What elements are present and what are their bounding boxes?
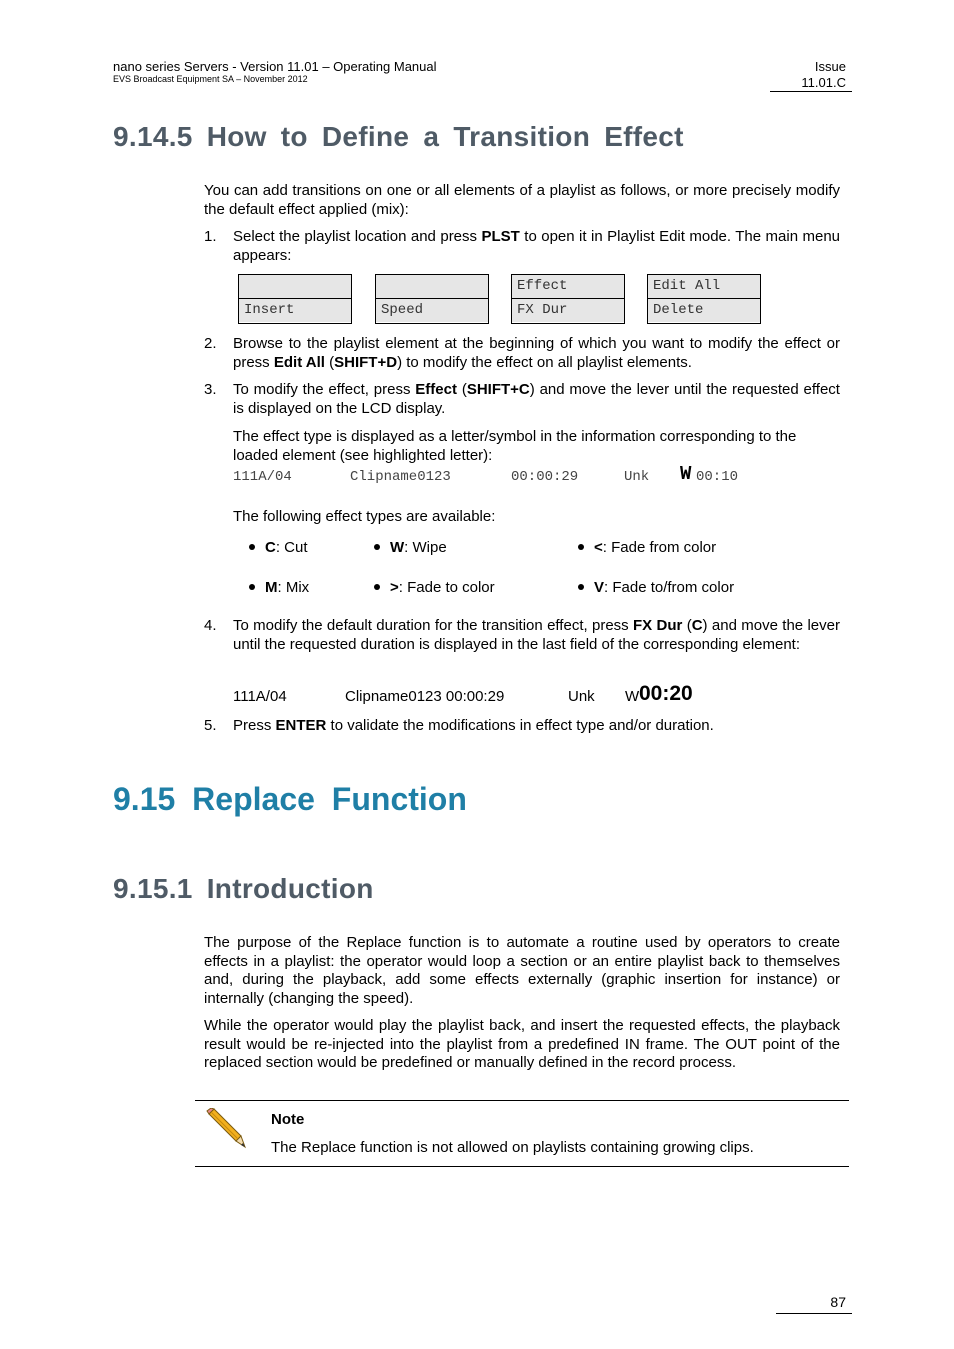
key-name: Effect (415, 381, 457, 398)
pencil-icon (205, 1108, 247, 1155)
key-name: ENTER (275, 717, 327, 734)
step-2-text (233, 335, 840, 372)
bullet-dot (249, 544, 255, 550)
step-number: 5. (204, 717, 217, 734)
effect-desc: : Fade to/from color (604, 579, 735, 596)
effect-bullet (374, 579, 495, 597)
replace-paragraph-1: The purpose of the Replace function is to automate a routine used by operators to create effects in a playlist: the operator would loop a section or an entire playlist back to themselves and, during the playback, add some effects externally (graphic insertion for instance) or internally (changing the speed). (204, 934, 840, 1007)
page-number: 87 (830, 1294, 846, 1310)
lcd2-duration-highlighted: 00:20 (639, 682, 693, 705)
lcd-duration: 00:10 (696, 469, 739, 485)
lcd-cell-top: Effect (512, 275, 624, 298)
step-text: ) and move the lever until the requested effect is displayed on the LCD display. (233, 381, 840, 417)
lcd2-element-id: 111A/04 (233, 688, 287, 705)
bullet-dot (578, 544, 584, 550)
replace-paragraph-2: While the operator would play the playlist back, and insert the requested effects, the playback result would be re-injected into the playlist from a predefined IN frame. The OUT point of the replaced section would be predefined or manually defined in the record process. (204, 1017, 840, 1071)
bullet-dot (374, 584, 380, 590)
step-number: 1. (204, 228, 217, 245)
effect-desc: : Cut (275, 539, 308, 556)
lcd-cell-bottom: Speed (376, 298, 488, 322)
lcd2-effect-letter: W (625, 688, 640, 705)
bullet-dot (374, 544, 380, 550)
key-name: Edit All (273, 353, 325, 371)
key-name: FX Dur (633, 617, 683, 634)
step-text: to open it in Playlist Edit mode. The main menu appears: (233, 228, 840, 264)
note-text: The Replace function is not allowed on playlists containing growing clips. (271, 1139, 754, 1156)
step-text: ) to modify the effect on all playlist elements. (397, 353, 692, 371)
note-top-rule (195, 1100, 849, 1101)
effect-desc: : Mix (277, 579, 310, 596)
effect-key: C (265, 539, 276, 556)
issue-value: 11.01.C (801, 75, 846, 90)
lcd2-clip-timecode: Clipname0123 00:00:29 (345, 688, 505, 705)
header-rule (770, 91, 852, 92)
step-1-text (233, 228, 840, 265)
section-heading-9-15-1: 9.15.1 Introduction (113, 873, 374, 904)
effect-key: < (594, 539, 603, 556)
key-name: SHIFT+D (334, 353, 398, 371)
lcd-cell-bottom: FX Dur (512, 298, 624, 322)
lcd-effect-letter-highlighted: W (680, 463, 692, 485)
key-name: C (691, 617, 703, 634)
lcd-cell-bottom: Delete (648, 298, 760, 322)
effect-key: V (594, 579, 605, 596)
issue-label: Issue (814, 59, 846, 74)
step-text: ( (456, 381, 467, 398)
step-text: Browse to the playlist element at the beginning of which you want to modify the effect or press (233, 335, 840, 371)
effect-bullet (249, 539, 308, 557)
effect-desc: : Wipe (404, 539, 447, 556)
lcd-menu-cell (647, 274, 761, 324)
section-heading-9-15: 9.15 Replace Function (113, 781, 467, 817)
key-name: SHIFT+C (466, 381, 530, 398)
lcd-clip-name: Clipname0123 (350, 469, 451, 485)
lcd-cell-top: Edit All (648, 275, 760, 298)
effect-key: M (265, 579, 278, 596)
effect-desc: : Fade from color (602, 539, 717, 556)
lcd-timecode: 00:00:29 (511, 469, 579, 485)
bullet-dot (249, 584, 255, 590)
step-text: to validate the modifications in effect type and/or duration. (326, 717, 714, 734)
step-number: 2. (204, 335, 217, 352)
effect-bullet (374, 539, 447, 557)
doc-company: EVS Broadcast Equipment SA – November 2012 (113, 74, 308, 84)
bullet-dot (578, 584, 584, 590)
effect-key: W (390, 539, 405, 556)
lcd-element-id: 111A/04 (233, 469, 292, 485)
effect-bullet (578, 579, 734, 597)
effect-desc: : Fade to color (398, 579, 495, 596)
note-bottom-rule (195, 1166, 849, 1167)
intro-paragraph: You can add transitions on one or all elements of a playlist as follows, or more precisely modify the default effect applied (mix): (204, 182, 840, 218)
step-text: To modify the default duration for the transition effect, press (233, 617, 634, 634)
step-3-text (233, 381, 840, 418)
step-text: Press (233, 717, 276, 734)
lcd-menu-cell (511, 274, 625, 324)
effects-intro: The following effect types are available: (233, 508, 496, 525)
step-4-text (233, 617, 840, 654)
step-5-text (233, 717, 840, 736)
step-text: To modify the effect, press (233, 381, 416, 398)
section-heading-9-14-5: 9.14.5 How to Define a Transition Effect (113, 121, 684, 152)
lcd-menu-cell (375, 274, 489, 324)
step-text: ) and move the lever until the requested duration is displayed in the last field of the corresponding element: (233, 617, 840, 653)
step-text: ( (324, 353, 335, 371)
lcd-unk: Unk (624, 469, 650, 485)
effect-key: > (390, 579, 399, 596)
effect-bullet (249, 579, 309, 597)
step-number: 3. (204, 381, 217, 398)
step-text: ( (682, 617, 692, 634)
footer-rule (776, 1313, 852, 1314)
doc-title: nano series Servers - Version 11.01 – Operating Manual (113, 59, 437, 74)
effect-bullet (578, 539, 716, 557)
lcd-menu-cell (238, 274, 352, 324)
effect-type-note: The effect type is displayed as a letter/symbol in the information corresponding to the loaded element (see highlighted letter): (233, 428, 797, 464)
lcd-cell-top (376, 275, 488, 298)
key-name: PLST (481, 228, 520, 245)
lcd-cell-top (239, 275, 351, 298)
lcd-cell-bottom: Insert (239, 298, 351, 322)
step-number: 4. (204, 617, 217, 634)
lcd2-unk: Unk (568, 688, 595, 705)
step-text: Select the playlist location and press (233, 228, 482, 245)
note-title: Note (271, 1111, 305, 1128)
